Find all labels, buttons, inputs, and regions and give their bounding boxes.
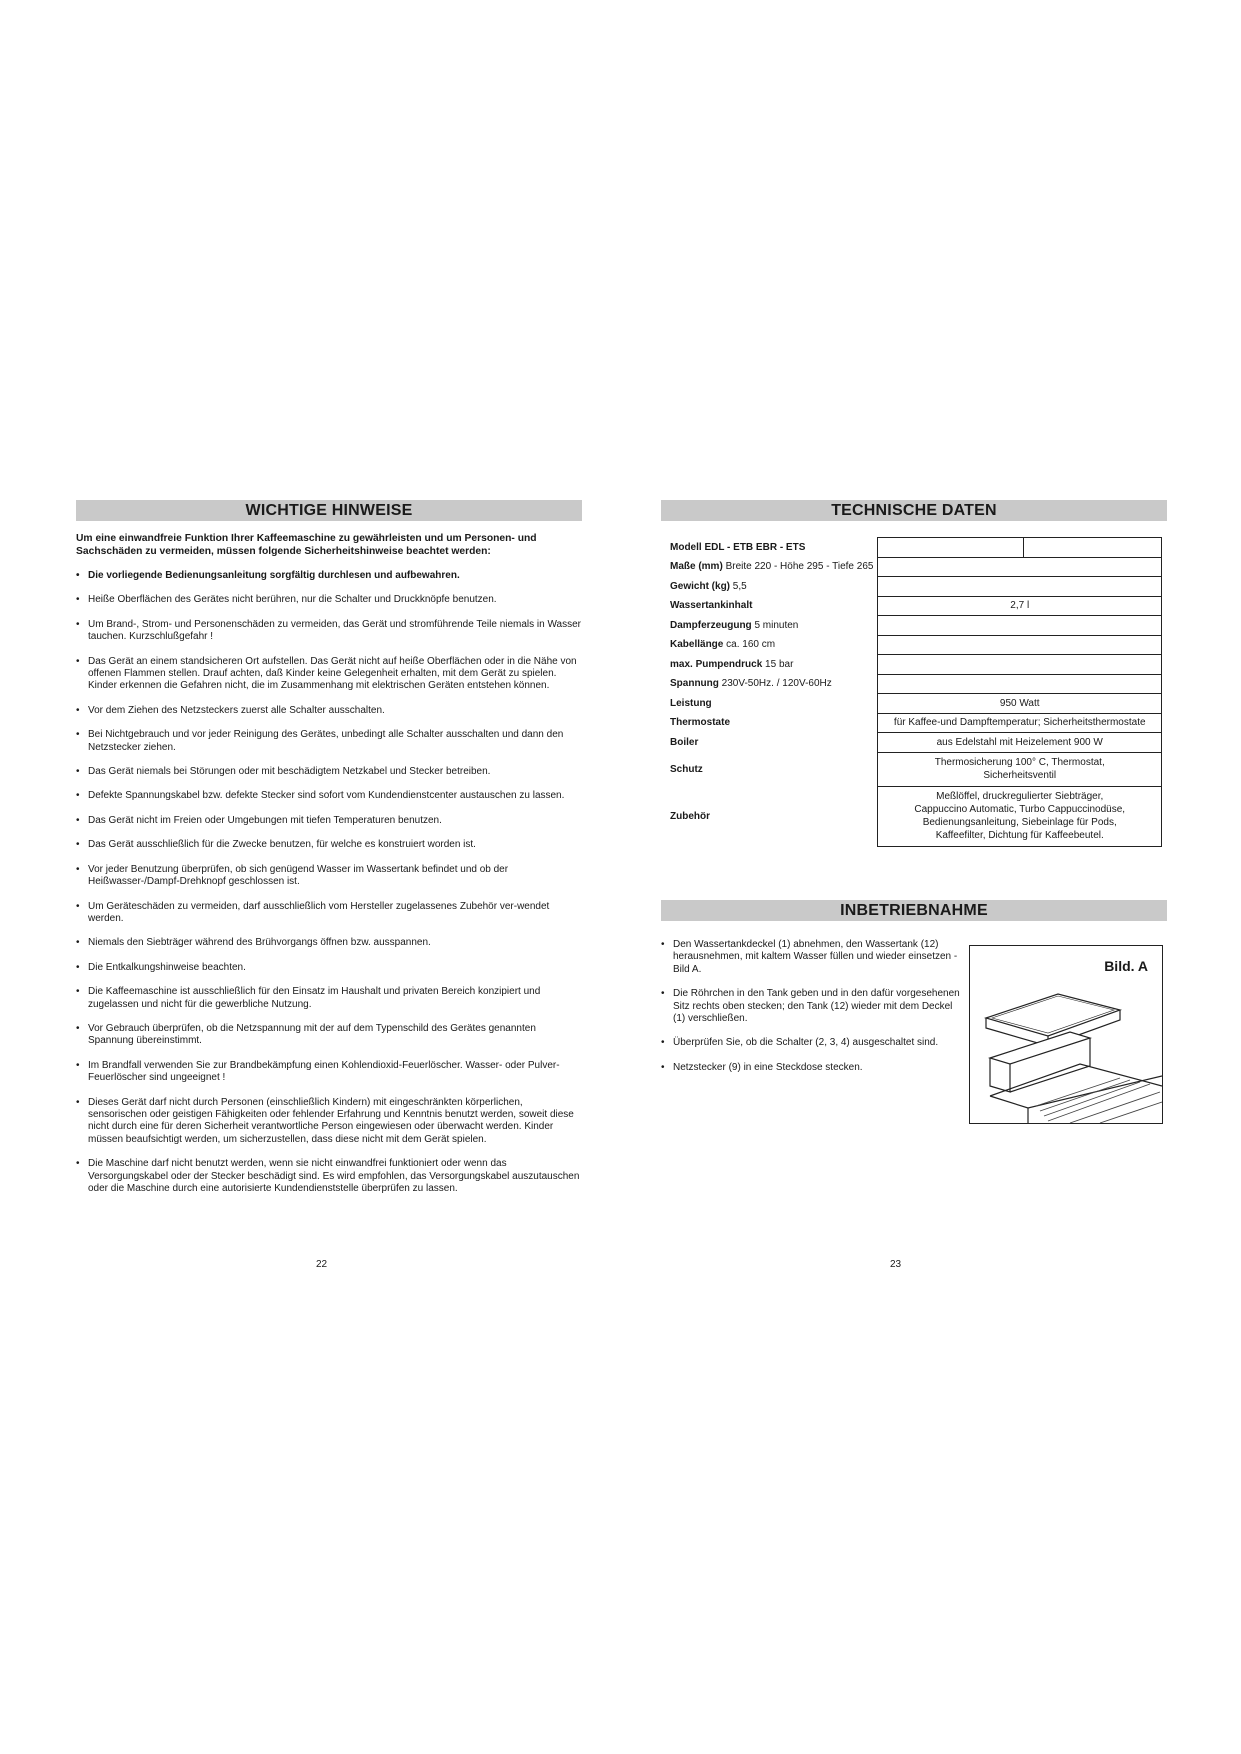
section-title-inbetriebnahme: INBETRIEBNAHME bbox=[661, 900, 1167, 921]
right-page bbox=[661, 500, 1167, 1073]
leistung-value: 950 Watt bbox=[878, 694, 1162, 714]
table-row bbox=[666, 713, 1162, 733]
list-item: • Die Entkalkungshinweise beachten. bbox=[76, 961, 246, 973]
safety-list bbox=[76, 570, 582, 1195]
table-row bbox=[666, 786, 1162, 846]
section-title-technische-daten: TECHNISCHE DATEN bbox=[661, 500, 1167, 521]
bullet-icon: • bbox=[76, 900, 80, 912]
list-item: • Dieses Gerät darf nicht durch Personen (einschließlich Kindern) mit eingeschränkten körperlichen, sensorischen oder geistigen Fähigkeiten oder fehlender Erfahrung und Kenntnis benutzt werden, soweit diese nicht durch eine für deren Sicherheit verantwortliche Person eingewiesen oder überwacht werden. Kinder müssen beaufsichtigt werden, um sicherzustellen, dass diese nicht mit dem Gerät spielen. bbox=[76, 1096, 574, 1145]
list-item: • Vor jeder Benutzung überprüfen, ob sich genügend Wasser im Wassertank befindet und ob der Heißwasser-/Dampf-Drehknopf geschlossen ist. bbox=[76, 863, 509, 888]
bullet-icon: • bbox=[76, 937, 80, 949]
table-row bbox=[666, 655, 1162, 675]
table-row bbox=[666, 694, 1162, 714]
table-row bbox=[666, 752, 1162, 786]
bullet-icon: • bbox=[76, 594, 80, 606]
list-item: • Das Gerät nicht im Freien oder Umgebungen mit tiefen Temperaturen benutzen. bbox=[76, 814, 442, 826]
zubehoer-label: Zubehör bbox=[666, 786, 878, 846]
boiler-label: Boiler bbox=[666, 733, 878, 753]
list-item: • Überprüfen Sie, ob die Schalter (2, 3, 4) ausgeschaltet sind. bbox=[661, 1037, 939, 1049]
left-page bbox=[76, 500, 582, 1195]
bullet-icon: • bbox=[76, 570, 80, 581]
table-row bbox=[666, 674, 1162, 694]
list-item: • Die Röhrchen in den Tank geben und in den dafür vorgesehenen Sitz rechts oben stecken; den Tank (12) wieder mit dem Deckel (1) verschließen. bbox=[661, 988, 960, 1025]
bullet-icon: • bbox=[76, 863, 80, 875]
schutz-value: Thermosicherung 100° C, Thermostat, Sicherheitsventil bbox=[878, 752, 1162, 786]
list-item: • Netzstecker (9) in eine Steckdose stecken. bbox=[661, 1061, 863, 1073]
thermo-value: für Kaffee-und Dampftemperatur; Sicherheitsthermostate bbox=[878, 713, 1162, 733]
list-item: • Die Maschine darf nicht benutzt werden, wenn sie nicht einwandfrei funktioniert oder wenn das Versorgungskabel oder der Stecker beschädigt sind. Es wird empfohlen, das Versorgungskabel auszutauschen oder die Maschine durch eine autorisierte Kundendienststelle überprüfen zu lassen. bbox=[76, 1158, 580, 1194]
bullet-icon: • bbox=[661, 939, 665, 950]
figure-bild-a bbox=[969, 945, 1163, 1124]
list-item: • Im Brandfall verwenden Sie zur Brandbekämpfung einen Kohlendioxid-Feuerlöscher. Wasser- oder Pulver-Feuerlöscher sind ungeeignet ! bbox=[76, 1059, 560, 1084]
wasser-label: Wassertankinhalt bbox=[666, 596, 878, 616]
list-item: • Um Brand-, Strom- und Personenschäden zu vermeiden, das Gerät und stromführende Teile niemals in Wasser tauchen. Kurzschlußgefahr ! bbox=[76, 618, 582, 643]
masse-value: Breite 220 - Höhe 295 - Tiefe 265 bbox=[725, 561, 874, 573]
model-label: Modell EDL - ETB EBR - ETS bbox=[670, 541, 806, 553]
boiler-value: aus Edelstahl mit Heizelement 900 W bbox=[878, 733, 1162, 753]
bullet-icon: • bbox=[76, 729, 80, 741]
leistung-label: Leistung bbox=[666, 694, 878, 714]
bullet-icon: • bbox=[661, 1061, 665, 1073]
kabel-label: Kabellänge bbox=[670, 639, 724, 651]
list-item: • Das Gerät niemals bei Störungen oder mit beschädigtem Netzkabel und Stecker betreiben. bbox=[76, 766, 491, 778]
bullet-icon: • bbox=[76, 839, 80, 851]
section-title-wichtige-hinweise: WICHTIGE HINWEISE bbox=[76, 500, 582, 521]
list-item: • Vor Gebrauch überprüfen, ob die Netzspannung mit der auf dem Typenschild des Gerätes genannten Spannung übereinstimmt. bbox=[76, 1022, 536, 1047]
gewicht-label: Gewicht (kg) bbox=[670, 580, 731, 592]
pumpe-label: max. Pumpendruck bbox=[670, 658, 763, 670]
list-item: • Um Geräteschäden zu vermeiden, darf ausschließlich vom Hersteller zugelassenes Zubehör ver-wendet werden. bbox=[76, 900, 550, 924]
bullet-icon: • bbox=[76, 790, 80, 802]
pumpe-value: 15 bar bbox=[765, 658, 794, 670]
spannung-label: Spannung bbox=[670, 678, 719, 690]
intro-text: Um eine einwandfreie Funktion Ihrer Kaffeemaschine zu gewährleisten und um Personen- und Sachschäden zu vermeiden, müssen folgende Sicherheitshinweise beachtet werden: bbox=[76, 533, 537, 557]
bullet-icon: • bbox=[76, 1059, 80, 1071]
list-item: • Niemals den Siebträger während des Brühvorgangs öffnen bzw. ausspannen. bbox=[76, 937, 431, 949]
schutz-label: Schutz bbox=[666, 752, 878, 786]
list-item: • Die Kaffeemaschine ist ausschließlich für den Einsatz im Haushalt und privaten Bereich konzipiert und zugelassen und nicht für die gewerbliche Nutzung. bbox=[76, 986, 541, 1010]
gewicht-value: 5,5 bbox=[732, 580, 747, 592]
table-row bbox=[666, 557, 1162, 577]
list-item: • Die vorliegende Bedienungsanleitung sorgfältig durchlesen und aufbewahren. bbox=[76, 570, 460, 581]
page-number-left: 22 bbox=[316, 1259, 328, 1270]
bullet-icon: • bbox=[661, 988, 665, 1000]
figure-caption: Bild. A bbox=[1104, 958, 1148, 974]
bullet-icon: • bbox=[661, 1037, 665, 1049]
bullet-icon: • bbox=[76, 814, 80, 826]
table-row bbox=[666, 616, 1162, 636]
list-item: • Defekte Spannungskabel bzw. defekte Stecker sind sofort vom Kundendienstcenter austauschen zu lassen. bbox=[76, 790, 565, 802]
bullet-icon: • bbox=[76, 618, 80, 630]
masse-label: Maße (mm) bbox=[670, 561, 723, 573]
list-item: • Das Gerät ausschließlich für die Zwecke benutzen, für welche es konstruiert worden ist. bbox=[76, 839, 476, 851]
bullet-icon: • bbox=[76, 1096, 80, 1108]
bullet-icon: • bbox=[76, 704, 80, 716]
list-item: • Das Gerät an einem standsicheren Ort aufstellen. Das Gerät nicht auf heiße Oberflächen oder in die Nähe von offenen Flammen stellen. Drauf achten, daß Kinder keine Gelegenheit erhalten, mit dem Gerät zu spielen. Kinder erkennen die Gefahren nicht, die im Zusammenhang mit elektrischen Geräten entstehen können. bbox=[76, 655, 577, 692]
bullet-icon: • bbox=[76, 1022, 80, 1034]
page-number-right: 23 bbox=[890, 1259, 902, 1270]
table-row bbox=[666, 733, 1162, 753]
thermo-label: Thermostate bbox=[666, 713, 878, 733]
model-cell-a bbox=[878, 538, 1024, 558]
inbetriebnahme-section bbox=[661, 900, 1167, 1074]
list-item: • Den Wassertankdeckel (1) abnehmen, den Wassertank (12) herausnehmen, mit kaltem Wasser füllen und wieder einsetzen - Bild A. bbox=[661, 939, 958, 975]
bullet-icon: • bbox=[76, 766, 80, 778]
bullet-icon: • bbox=[76, 655, 80, 667]
kabel-value: ca. 160 cm bbox=[726, 639, 776, 651]
list-item: • Bei Nichtgebrauch und vor jeder Reinigung des Gerätes, unbedingt alle Schalter ausschalten und dann den Netzstecker ziehen. bbox=[76, 729, 564, 753]
table-row bbox=[666, 538, 1162, 558]
list-item: • Vor dem Ziehen des Netzsteckers zuerst alle Schalter ausschalten. bbox=[76, 704, 385, 716]
wasser-value: 2,7 l bbox=[878, 596, 1162, 616]
tech-data-table bbox=[666, 537, 1162, 847]
model-cell-b bbox=[1024, 538, 1162, 558]
setup-steps bbox=[661, 939, 961, 1074]
zubehoer-value: Meßlöffel, druckregulierter Siebträger, Cappuccino Automatic, Turbo Cappuccinodüse, Bedienungsanleitung, Siebeinlage für Pods, Kaffeefilter, Dichtung für Kaffeebeutel. bbox=[878, 786, 1162, 846]
bullet-icon: • bbox=[76, 986, 80, 998]
spannung-value: 230V-50Hz. / 120V-60Hz bbox=[721, 678, 832, 690]
dampf-value: 5 minuten bbox=[754, 619, 799, 631]
bullet-icon: • bbox=[76, 961, 80, 973]
bullet-icon: • bbox=[76, 1158, 80, 1170]
table-row bbox=[666, 577, 1162, 597]
table-row bbox=[666, 596, 1162, 616]
list-item: • Heiße Oberflächen des Gerätes nicht berühren, nur die Schalter und Druckknöpfe benutzen. bbox=[76, 594, 497, 606]
table-row bbox=[666, 635, 1162, 655]
dampf-label: Dampferzeugung bbox=[670, 619, 752, 631]
